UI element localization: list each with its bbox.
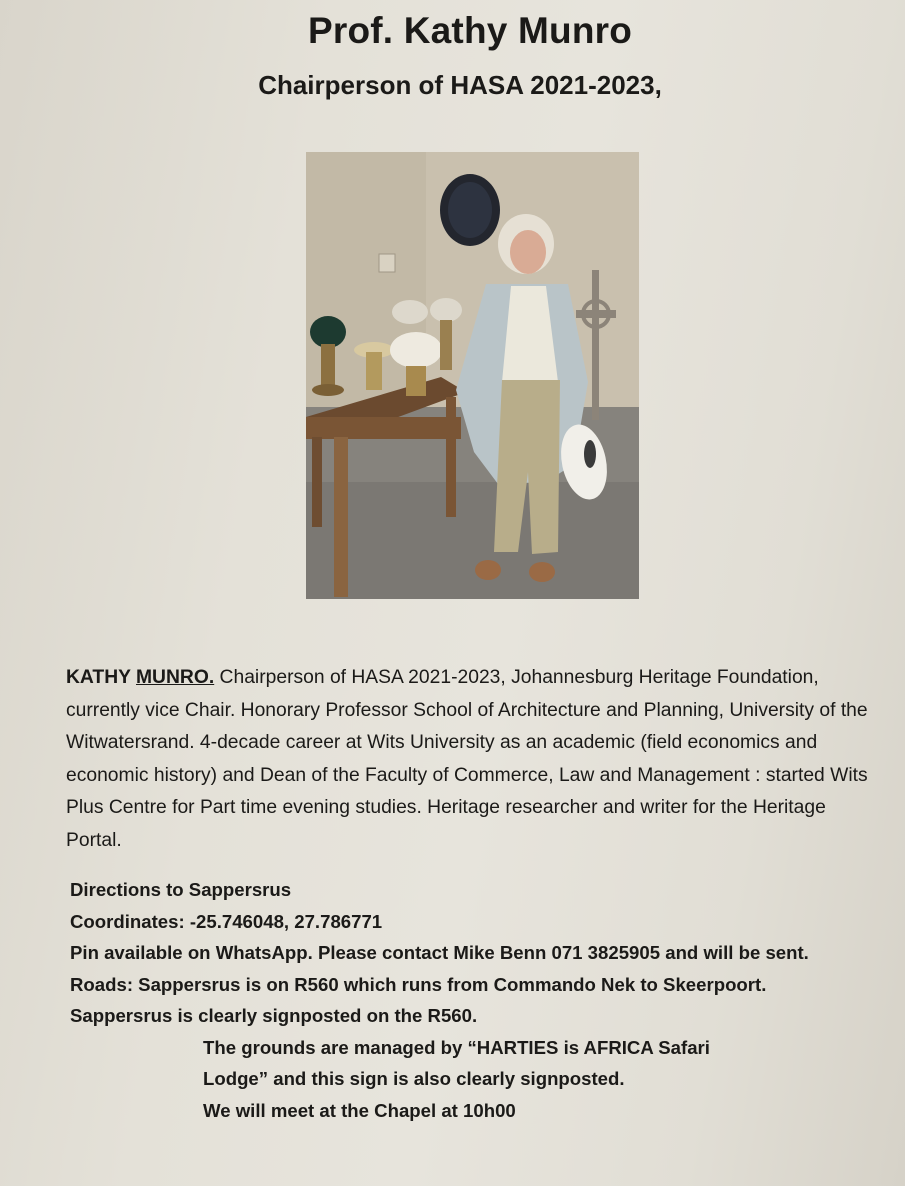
directions-roads: Roads: Sappersrus is on R560 which runs from Commando Nek to Skeerpoort. [70,973,767,995]
bio-text: Chairperson of HASA 2021-2023, Johannesburg Heritage Foundation, currently vice Chair. Honorary Professor School of Architecture and Planning, University of the Witwatersrand. 4-decade career at Wits University as an academic (field economics and economic history) and Dean of the Faculty of Commerce, Law and Management : started Wits Plus Centre for Part time evening studies. Heritage researcher and writer for the Heritage Portal. [66,667,868,851]
directions-grounds: The grounds are managed by “HARTIES is AFRICA Safari Lodge” and this sign is also clearly signposted. [203,1036,710,1089]
directions-signpost: Sappersrus is clearly signposted on the R560. [70,1005,478,1026]
portrait-photo [306,152,639,599]
bio-first-name: KATHY [66,667,136,688]
bio-last-name: MUNRO. [136,667,215,688]
directions-coordinates: Coordinates: -25.746048, 27.786771 [70,910,383,932]
page-subtitle: Chairperson of HASA 2021-2023, [258,70,662,100]
directions-heading: Directions to Sappersrus [70,879,292,900]
directions-meet: We will meet at the Chapel at 10h00 [203,1099,516,1121]
biography-paragraph [66,662,876,857]
directions-section [70,874,900,1126]
page-title: Prof. Kathy Munro [307,10,633,51]
directions-pin: Pin available on WhatsApp. Please contact Mike Benn 071 3825905 and will be sent. [70,942,809,963]
bio-name [66,667,214,688]
